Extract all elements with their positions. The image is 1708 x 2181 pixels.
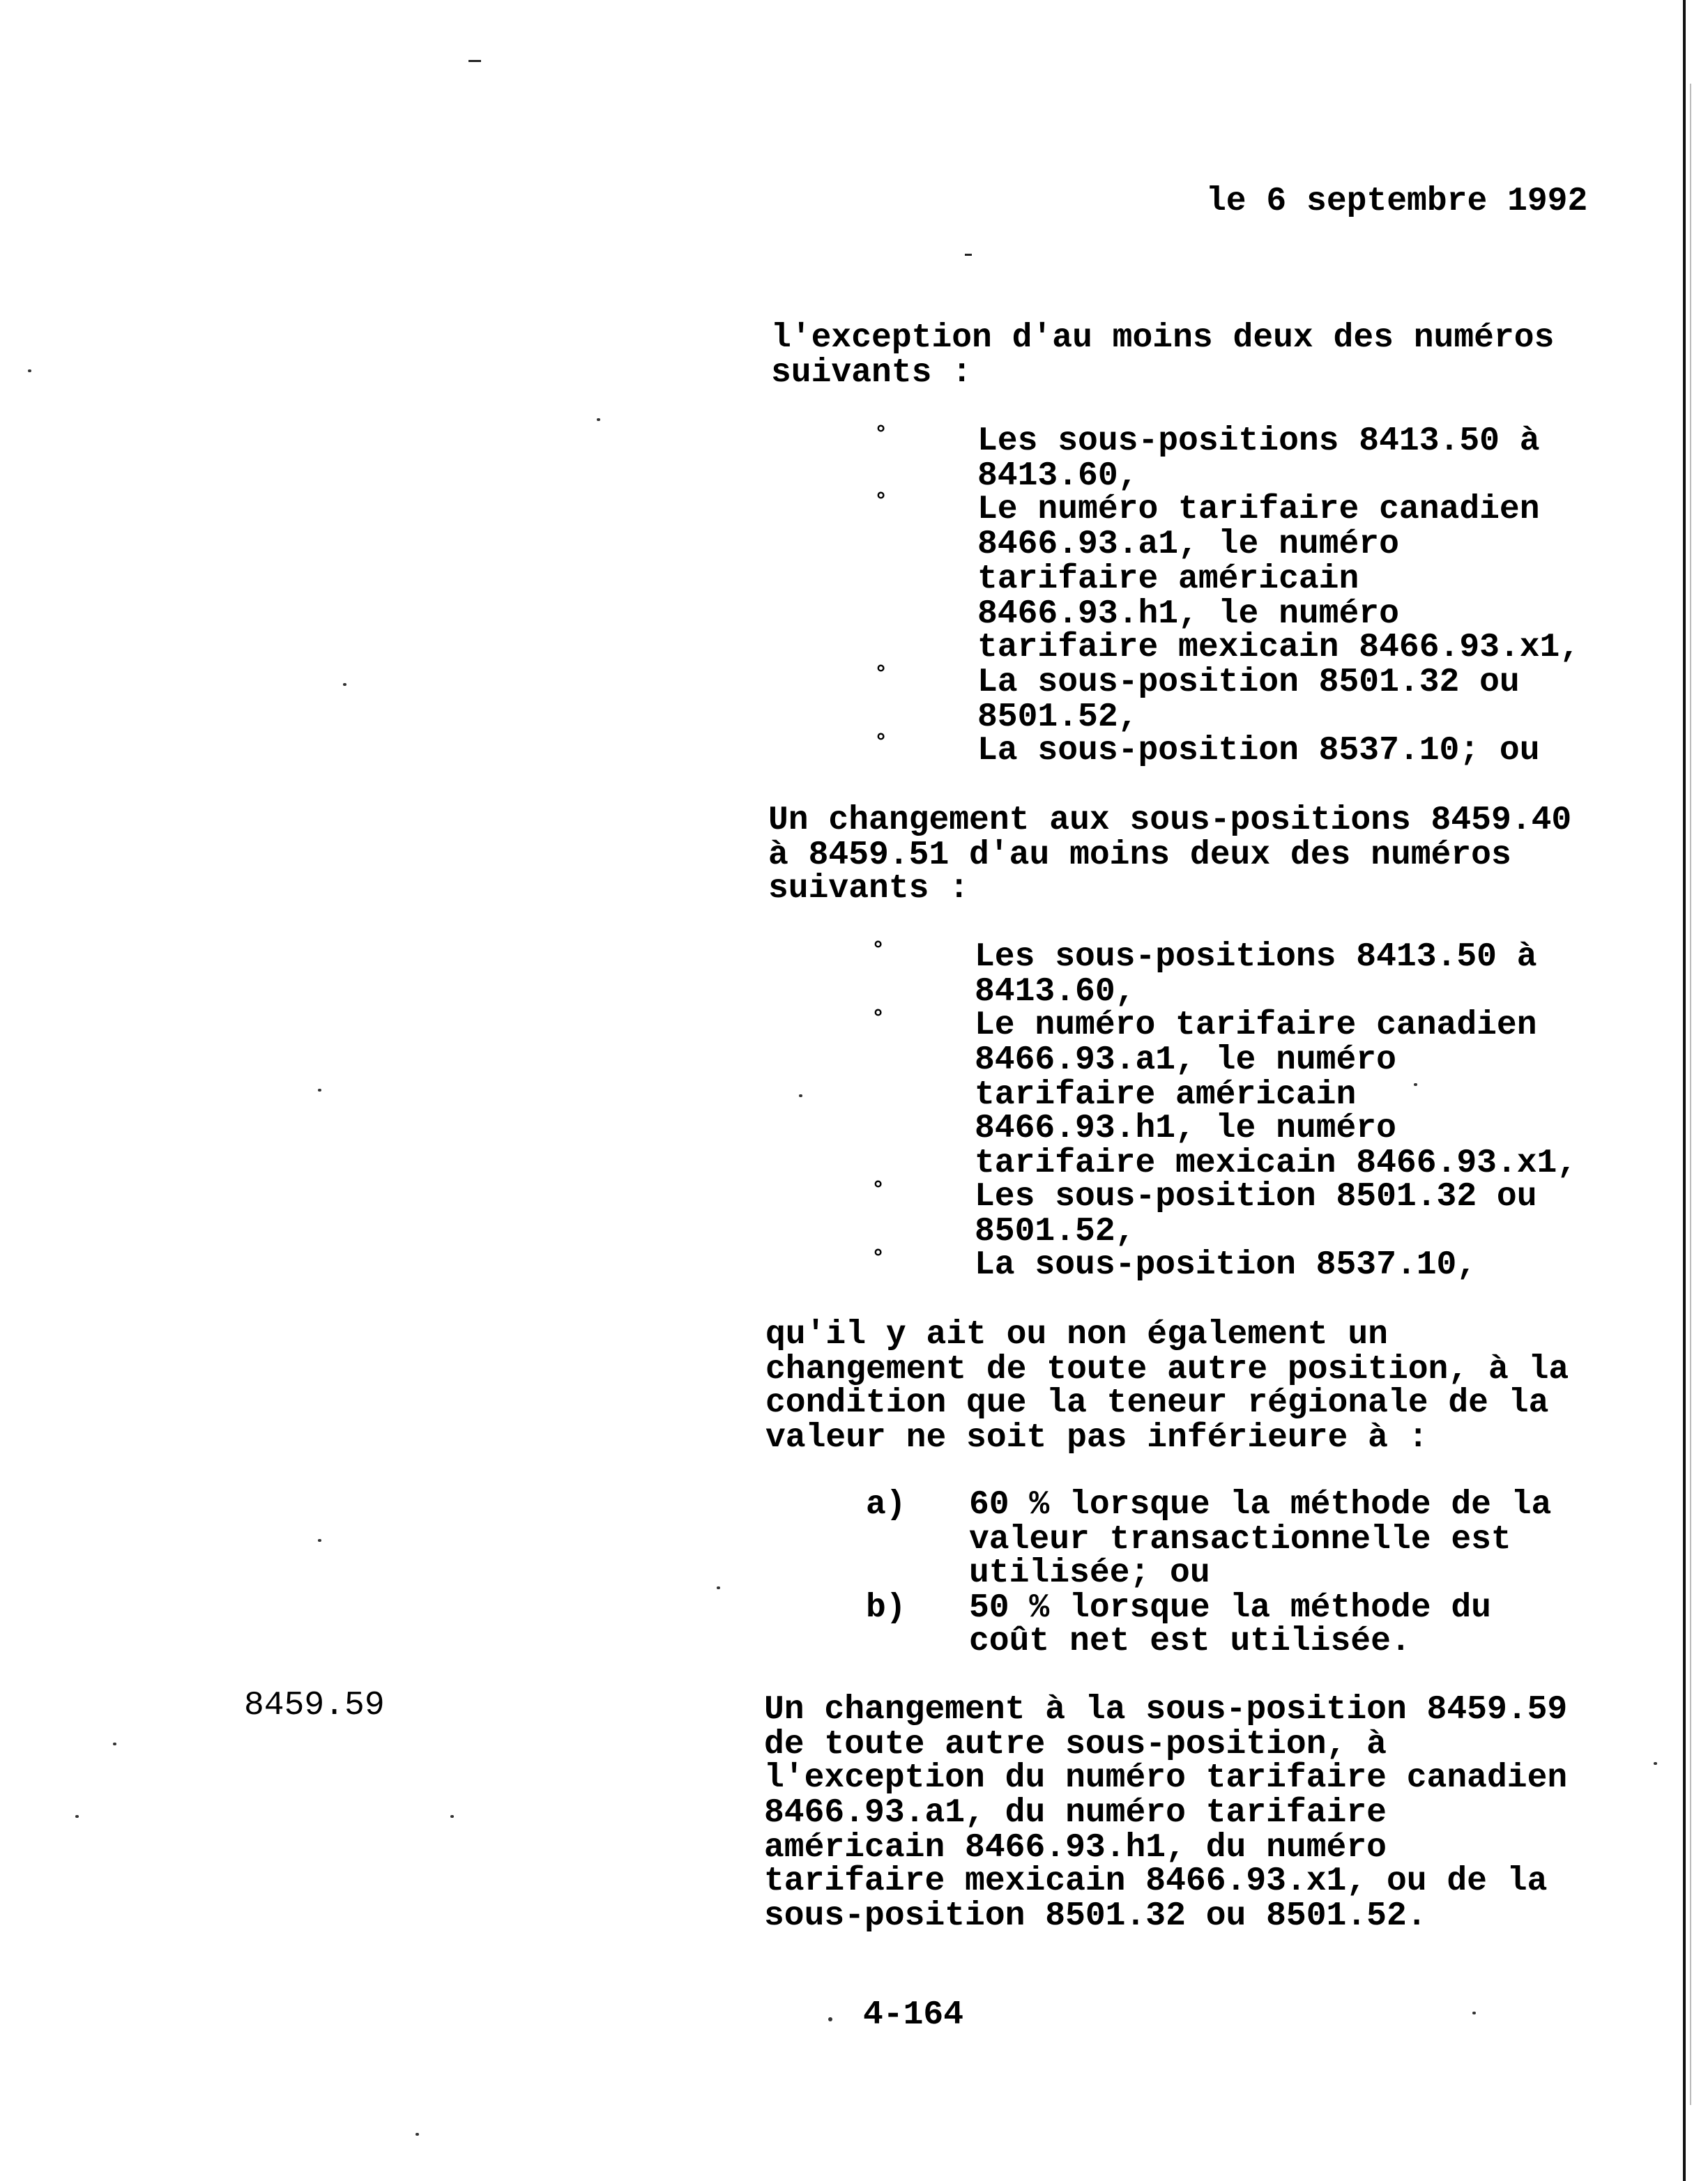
scan-speck <box>318 1539 321 1542</box>
list-item-line: Les sous-position 8501.32 ou <box>975 1178 1537 1216</box>
list-item-label: b) <box>866 1589 906 1627</box>
scan-speck <box>415 2133 419 2136</box>
bullet-icon: ° <box>874 730 888 756</box>
list-item-line: La sous-position 8501.32 ou <box>977 664 1520 701</box>
list-item-line: tarifaire américain <box>975 1076 1357 1114</box>
list-item-line: 8466.93.h1, le numéro <box>977 595 1399 633</box>
scan-speck <box>597 418 600 421</box>
bullet-icon: ° <box>871 1246 885 1271</box>
bullet-icon: ° <box>871 938 885 963</box>
list-item-line: Le numéro tarifaire canadien <box>977 491 1540 528</box>
list-item-line: La sous-position 8537.10, <box>975 1246 1477 1284</box>
paragraph-line: tarifaire mexicain 8466.93.x1, ou de la <box>764 1862 1548 1900</box>
scan-mark <box>468 60 481 62</box>
list-item-line: La sous-position 8537.10; ou <box>977 732 1540 770</box>
list-item-line: 8413.60, <box>977 457 1138 495</box>
list-item-line: 8466.93.a1, le numéro <box>977 526 1399 563</box>
scan-speck <box>450 1815 454 1818</box>
list-item-line: 8466.93.a1, le numéro <box>975 1041 1396 1079</box>
scan-mark <box>965 254 972 256</box>
list-item-line: Les sous-positions 8413.50 à <box>977 422 1540 460</box>
paragraph-line: l'exception du numéro tarifaire canadien <box>764 1759 1568 1797</box>
bullet-icon: ° <box>874 661 888 687</box>
list-item-label: a) <box>866 1486 906 1524</box>
paragraph-line: de toute autre sous-position, à <box>764 1726 1387 1763</box>
paragraph-line: 8466.93.a1, du numéro tarifaire <box>764 1794 1387 1832</box>
list-item-line: 8501.52, <box>977 698 1138 736</box>
scan-speck <box>75 1815 79 1818</box>
list-item-line: 8501.52, <box>975 1213 1136 1250</box>
paragraph-line: condition que la teneur régionale de la <box>765 1384 1549 1422</box>
paragraph-line: Un changement aux sous-positions 8459.40 <box>768 802 1572 839</box>
list-item-line: utilisée; ou <box>969 1554 1210 1592</box>
bullet-icon: ° <box>874 422 888 447</box>
scan-speck <box>1654 1762 1657 1765</box>
document-date: le 6 septembre 1992 <box>1206 183 1588 220</box>
list-item-line: tarifaire mexicain 8466.93.x1, <box>975 1145 1578 1182</box>
scan-border <box>1683 0 1686 2181</box>
paragraph-line: sous-position 8501.32 ou 8501.52. <box>764 1897 1427 1935</box>
list-item-line: 60 % lorsque la méthode de la <box>969 1486 1552 1524</box>
paragraph-line: suivants : <box>768 870 970 908</box>
paragraph-line: Un changement à la sous-position 8459.59 <box>764 1691 1568 1729</box>
scan-speck <box>113 1743 116 1745</box>
bullet-icon: ° <box>871 1177 885 1203</box>
scan-speck <box>828 2017 832 2021</box>
list-item-line: tarifaire américain <box>977 560 1359 598</box>
list-item-line: coût net est utilisée. <box>969 1623 1411 1660</box>
paragraph-line: américain 8466.93.h1, du numéro <box>764 1829 1387 1867</box>
list-item-line: Les sous-positions 8413.50 à <box>975 938 1537 976</box>
scan-speck <box>717 1586 720 1589</box>
list-item-line: 8413.60, <box>975 973 1136 1011</box>
list-item-line: valeur transactionnelle est <box>969 1521 1511 1559</box>
scan-border <box>1690 84 1691 2105</box>
scan-speck <box>1472 2012 1476 2014</box>
tariff-number: 8459.59 <box>244 1687 385 1724</box>
paragraph-line: suivants : <box>771 354 973 392</box>
list-item-line: tarifaire mexicain 8466.93.x1, <box>977 629 1580 666</box>
paragraph-line: valeur ne soit pas inférieure à : <box>765 1419 1428 1457</box>
scan-speck <box>1414 1083 1417 1086</box>
list-item-line: Le numéro tarifaire canadien <box>975 1007 1537 1044</box>
scan-speck <box>799 1094 802 1097</box>
scan-speck <box>28 369 31 372</box>
scan-speck <box>318 1089 321 1092</box>
scan-speck <box>343 683 346 686</box>
bullet-icon: ° <box>874 489 888 514</box>
page-number: 4-164 <box>863 1996 964 2034</box>
paragraph-line: à 8459.51 d'au moins deux des numéros <box>768 836 1511 874</box>
paragraph-line: l'exception d'au moins deux des numéros <box>771 319 1555 357</box>
list-item-line: 50 % lorsque la méthode du <box>969 1589 1491 1627</box>
paragraph-line: changement de toute autre position, à la <box>765 1351 1569 1388</box>
paragraph-line: qu'il y ait ou non également un <box>765 1316 1388 1354</box>
list-item-line: 8466.93.h1, le numéro <box>975 1110 1396 1147</box>
bullet-icon: ° <box>871 1006 885 1032</box>
